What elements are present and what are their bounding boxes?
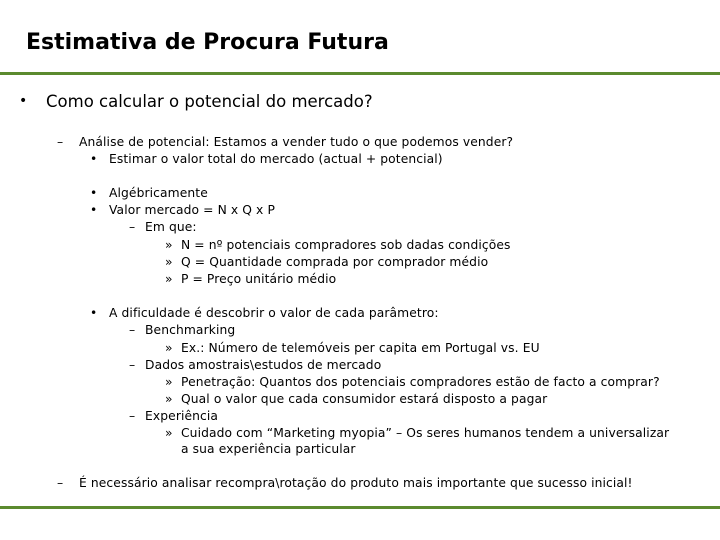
list-item: Qual o valor que cada consumidor estará disposto a pagar [181,392,548,406]
list-item: Valor mercado = N x Q x P [109,203,275,217]
list-item: Cuidado com “Marketing myopia” – Os seres humanos tendem a universalizar [181,426,670,440]
chevron-marker: » [165,272,173,286]
list-item: Algébricamente [109,186,208,200]
dash-marker: – [129,358,136,372]
bullet-marker: • [90,186,98,200]
list-item-continuation: a sua experiência particular [181,442,356,456]
bottom-divider [0,506,720,509]
list-item: Benchmarking [145,323,236,337]
bullet-marker: • [19,93,28,109]
chevron-marker: » [165,392,173,406]
chevron-marker: » [165,238,173,252]
bullet-marker: • [90,306,98,320]
dash-marker: – [57,135,64,149]
chevron-marker: » [165,341,173,355]
list-item: É necessário analisar recompra\rotação do produto mais importante que sucesso inicial! [79,476,633,490]
list-item: P = Preço unitário médio [181,272,337,286]
main-question: Como calcular o potencial do mercado? [46,92,373,111]
list-item: Análise de potencial: Estamos a vender tudo o que podemos vender? [79,135,514,149]
chevron-marker: » [165,255,173,269]
bullet-marker: • [90,152,98,166]
list-item: Em que: [145,220,197,234]
list-item: Q = Quantidade comprada por comprador médio [181,255,489,269]
bullet-marker: • [90,203,98,217]
list-item: Penetração: Quantos dos potenciais compradores estão de facto a comprar? [181,375,660,389]
top-divider [0,72,720,75]
list-item: Experiência [145,409,219,423]
dash-marker: – [129,409,136,423]
chevron-marker: » [165,375,173,389]
dash-marker: – [129,323,136,337]
list-item: N = nº potenciais compradores sob dadas condições [181,238,511,252]
chevron-marker: » [165,426,173,440]
list-item: Estimar o valor total do mercado (actual + potencial) [109,152,443,166]
list-item: Ex.: Número de telemóveis per capita em Portugal vs. EU [181,341,540,355]
dash-marker: – [129,220,136,234]
list-item: A dificuldade é descobrir o valor de cada parâmetro: [109,306,439,320]
slide-title: Estimativa de Procura Futura [26,30,389,55]
dash-marker: – [57,476,64,490]
list-item: Dados amostrais\estudos de mercado [145,358,382,372]
